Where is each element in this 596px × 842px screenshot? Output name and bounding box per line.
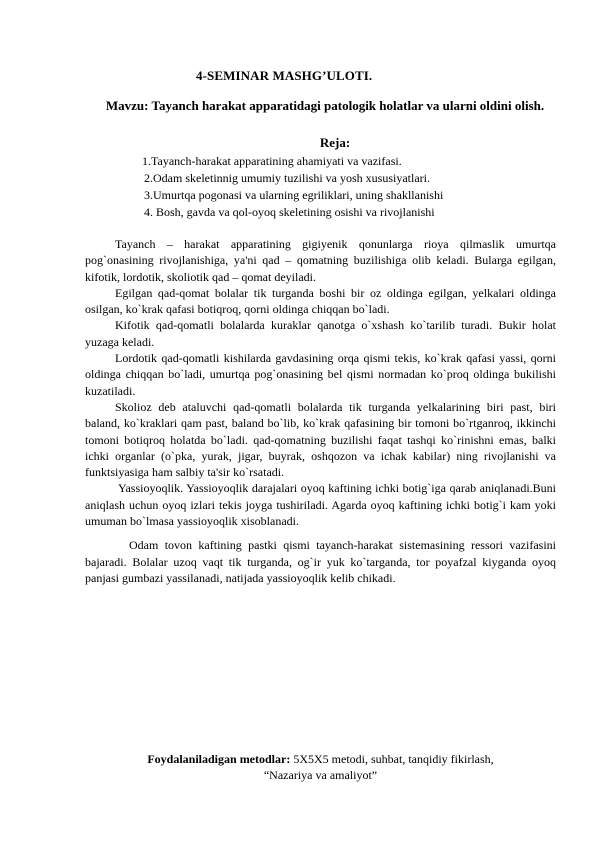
methods-footer xyxy=(85,751,556,783)
paragraph-lordotik: Lordotik qad-qomatli kishilarda gavdasining orqa qismi tekis, ko`krak qafasi yassi, qorni oldinga chiqqan bo`ladi, umurtqa pog`onasining bel qismi normadan ko`proq oldinga bukilishi kuzatiladi. xyxy=(85,351,556,398)
paragraph-kifotik: Kifotik qad-qomatli bolalarda kuraklar qanotga o`xshash ko`tarilib turadi. Bukir holat yuzaga keladi. xyxy=(85,318,556,349)
methods-text: 5X5X5 metodi, suhbat, tanqidiy fikirlash, xyxy=(290,752,494,766)
plan-item: 4. Bosh, gavda va qol-oyoq skeletining osishi va rivojlanishi xyxy=(144,205,435,219)
topic-heading: Mavzu: Tayanch harakat apparatidagi patologik holatlar va ularni oldini olish. xyxy=(105,98,545,113)
methods-line2: “Nazariya va amaliyot” xyxy=(263,768,378,782)
paragraph-tovon: Odam tovon kaftining pastki qismi tayanch-harakat sistemasining ressori vazifasini bajaradi. Bolalar uzoq vaqt tik turganda, og`ir yuk ko`targanda, tor poyafzal kiyganda oyoq panjasi gumbazi yassilanadi, natijada yassioyoqlik kelib chikadi. xyxy=(85,538,556,585)
paragraph-yassioyoqlik: Yassioyoqlik. Yassioyoqlik darajalari oyoq kaftining ichki botig`iga qarab aniqlanadi.Buni aniqlash uchun oyoq izlari tekis joyga tushiriladi. Agarda oyoq kaftining ichki botig`i kam yoki umuman bo`lmasa yassioyoqlik xisoblanadi. xyxy=(85,481,556,529)
plan-item: 2.Odam skeletinnig umumiy tuzilishi va yosh xususiyatlari. xyxy=(144,171,430,185)
paragraph-skolioz: Skolioz deb ataluvchi qad-qomatli bolalarda tik turganda yelkalarining biri past, biri baland, ko`kraklari qam past, baland bo`lib, ko`krak qafasining bir tomoni bo`rtganroq, ikkinchi tomoni botiqroq holatda bo`ladi. qad-qomatning buzilishi faqat tashqi ko`rinishni emas, balki ichki organlar (o`pka, yurak, jigar, buyrak, oshqozon va ichak kabilar) ning rivojlanishi va funktsiyasiga ham salbiy ta'sir ko`rsatadi. xyxy=(85,399,556,480)
paragraph-intro: Tayanch – harakat apparatining gigiyenik qonunlarga rioya qilmaslik umurtqa pog`onasining rivojlanishiga, ya'ni qad – qomatning buzilishiga olib keladi. Bularga egilgan, kifotik, lordotik, skoliotik qad – qomat deyiladi. xyxy=(85,237,556,284)
paragraph-egilgan: Egilgan qad-qomat bolalar tik turganda boshi bir oz oldinga egilgan, yelkalari oldinga osilgan, ko`krak qafasi botiqroq, qorni oldinga chiqqan bo`ladi. xyxy=(85,285,556,317)
methods-label: Foydalaniladigan metodlar: xyxy=(147,752,291,766)
plan-item: 1.Tayanch-harakat apparatining ahamiyati va vazifasi. xyxy=(142,154,402,168)
plan-heading: Reja: xyxy=(319,135,351,150)
plan-item: 3.Umurtqa pogonasi va ularning egriliklari, uning shakllanishi xyxy=(144,188,444,202)
seminar-title: 4-SEMINAR MASHG’ULOTI. xyxy=(196,68,373,83)
main-text xyxy=(85,236,556,586)
